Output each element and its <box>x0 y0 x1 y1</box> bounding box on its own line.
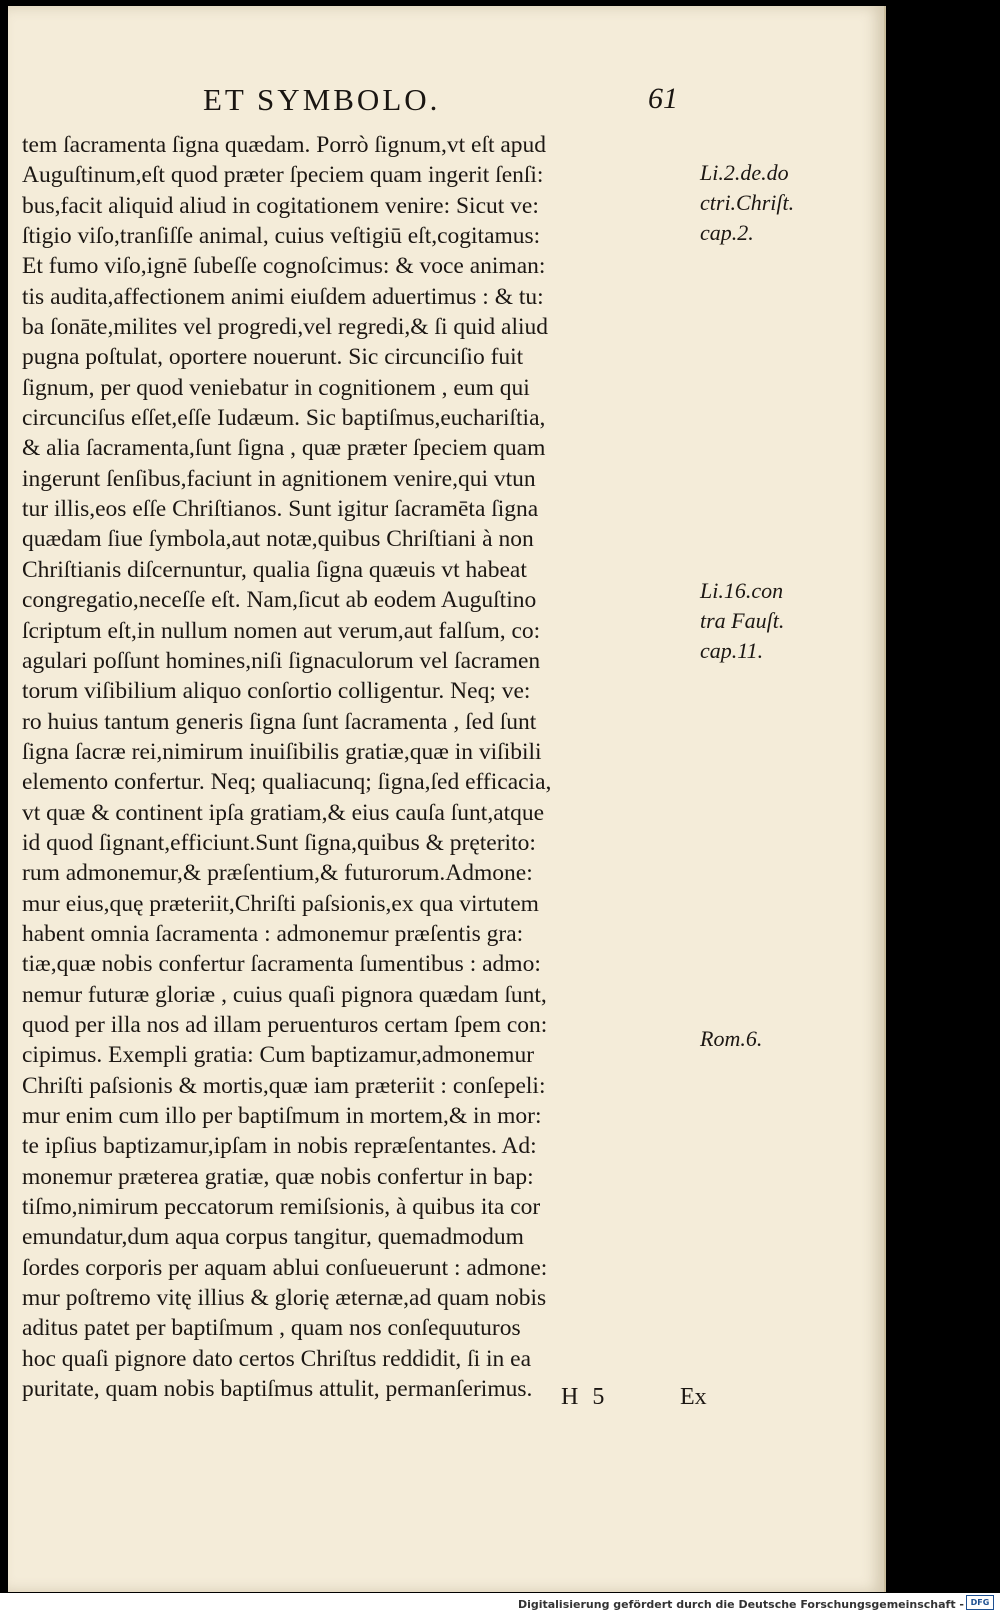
text-line: hoc quaſi pignore dato certos Chriſtus reddidit, ſi in ea <box>22 1345 532 1372</box>
catchword: Ex <box>680 1384 707 1410</box>
text-line: habent omnia ſacramenta : admonemur præſentis gra: <box>22 920 524 947</box>
text-line: monemur præterea gratiæ, quæ nobis confertur in bap: <box>22 1163 534 1190</box>
text-line: quædam ſiue ſymbola,aut notæ,quibus Chriſtiani à non <box>22 526 534 553</box>
margin-note-line: Li.16.con <box>700 578 784 603</box>
margin-note-line: cap.2. <box>700 220 754 245</box>
text-line: mur eius,quę præteriit,Chriſti paſsionis,ex qua virtutem <box>22 890 539 917</box>
text-line: ſignum, per quod veniebatur in cognitionem , eum qui <box>22 374 530 401</box>
text-line: mur poſtremo vitę illius & glorię æternæ,ad quam nobis <box>22 1285 547 1312</box>
margin-note-contra-faustum <box>700 576 880 666</box>
dfg-logo-icon: DFG <box>966 1595 994 1610</box>
text-line: bus,facit aliquid aliud in cogitationem venire: Sicut ve: <box>22 192 539 219</box>
text-line: agulari poſſunt homines,niſi ſignaculorum vel ſacramen <box>22 647 541 674</box>
text-line: ſigna ſacræ rei,nimirum inuiſibilis gratiæ,quæ in viſibili <box>22 738 542 765</box>
text-line: & alia ſacramenta,ſunt ſigna , quæ præter ſpeciem quam <box>22 435 546 462</box>
text-line: puritate, quam nobis baptiſmus attulit, permanſerimus. <box>22 1376 533 1403</box>
margin-note-romans <box>700 1024 880 1054</box>
text-line: ſordes corporis per aquam ablui conſueuerunt : admone: <box>22 1254 548 1281</box>
text-line: elemento confertur. Neq; qualiacunq; ſigna,ſed efficacia, <box>22 769 552 796</box>
text-line: ingerunt ſenſibus,faciunt in agnitionem venire,qui vtun <box>22 465 536 492</box>
text-line: ba ſonāte,milites vel progredi,vel regredi,& ſi quid aliud <box>22 314 548 341</box>
text-line: Et fumo viſo,ignē ſubeſſe cognoſcimus: & voce animan: <box>22 253 546 280</box>
text-line: Auguſtinum,eſt quod præter ſpeciem quam ingerit ſenſi: <box>22 162 544 189</box>
margin-note-line: Rom.6. <box>700 1026 763 1051</box>
text-line: tiæ,quæ nobis confertur ſacramenta ſumentibus : admo: <box>22 951 541 978</box>
text-line: nemur futuræ gloriæ , cuius quaſi pignora quædam ſunt, <box>22 981 547 1008</box>
text-line: id quod ſignant,efficiunt.Sunt ſigna,quibus & pręterito: <box>22 829 536 856</box>
main-text-block <box>22 130 702 1404</box>
text-line: Chriſtianis diſcernuntur, qualia ſigna quæuis vt habeat <box>22 556 527 583</box>
book-page <box>8 6 886 1592</box>
running-title: ET SYMBOLO. <box>203 82 441 117</box>
text-line: rum admonemur,& præſentium,& futurorum.Admone: <box>22 860 533 887</box>
text-line: cipimus. Exempli gratia: Cum baptizamur,admonemur <box>22 1042 535 1069</box>
margin-note-line: ctri.Chriſt. <box>700 190 795 215</box>
text-line: tur illis,eos eſſe Chriſtianos. Sunt igitur ſacramēta ſigna <box>22 496 539 523</box>
text-line: ſtigio viſo,tranſiſſe animal, cuius veſtigiū eſt,cogitamus: <box>22 223 541 250</box>
page-number: 61 <box>648 82 678 115</box>
text-line: torum viſibilium aliquo conſortio colligentur. Neq; ve: <box>22 678 531 705</box>
margin-note-augustine-doctrina <box>700 158 880 248</box>
margin-note-line: cap.11. <box>700 638 764 663</box>
text-line: tiſmo,nimirum peccatorum remiſsionis, à quibus ita cor <box>22 1194 541 1221</box>
text-line: tis audita,affectionem animi eiuſdem aduertimus : & tu: <box>22 283 544 310</box>
text-line: mur enim cum illo per baptiſmum in mortem,& in mor: <box>22 1103 542 1129</box>
text-line: tem ſacramenta ſigna quædam. Porrò ſignum,vt eſt apud <box>22 132 547 158</box>
text-line: circunciſus eſſet,eſſe Iudæum. Sic baptiſmus,euchariſtia, <box>22 405 546 432</box>
text-line: te ipſius baptizamur,ipſam in nobis repræſentantes. Ad: <box>22 1133 537 1160</box>
text-line: vt quæ & continent ipſa gratiam,& eius cauſa ſunt,atque <box>22 799 545 826</box>
text-line: ſcriptum eſt,in nullum nomen aut verum,aut falſum, co: <box>22 617 541 644</box>
funding-credit: Digitalisierung gefördert durch die Deutsche Forschungsgemeinschaft - <box>517 1598 964 1611</box>
signature-mark: H 5 <box>561 1384 609 1410</box>
text-line: Chriſti paſsionis & mortis,quæ iam præteriit : conſepeli: <box>22 1072 546 1099</box>
text-line: ro huius tantum generis ſigna ſunt ſacramenta , ſed ſunt <box>22 708 537 735</box>
text-line: congregatio,neceſſe eſt. Nam,ſicut ab eodem Auguſtino <box>22 587 537 614</box>
text-line: emundatur,dum aqua corpus tangitur, quemadmodum <box>22 1224 524 1251</box>
text-line: pugna poſtulat, oportere nouerunt. Sic circunciſio fuit <box>22 344 524 371</box>
margin-note-line: tra Fauſt. <box>700 608 785 633</box>
text-line: quod per illa nos ad illam peruenturos certam ſpem con: <box>22 1011 548 1038</box>
footer-credit-strip <box>0 1593 1000 1613</box>
text-line: aditus patet per baptiſmum , quam nos conſequuturos <box>22 1315 521 1342</box>
margin-note-line: Li.2.de.do <box>700 160 789 185</box>
